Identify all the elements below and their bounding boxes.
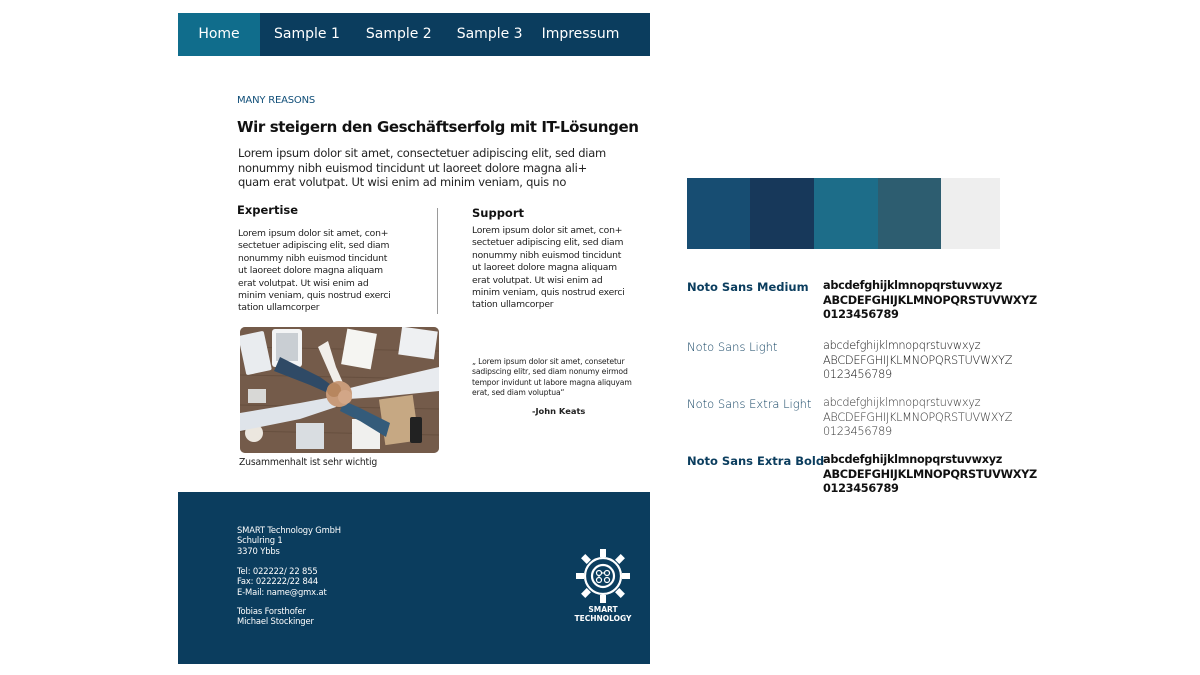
quote-line: tempor invidunt ut labore magna aliquyam xyxy=(472,377,632,387)
color-swatch xyxy=(814,178,878,249)
font-sample-medium xyxy=(823,279,1037,323)
quote-author: -John Keats xyxy=(532,406,586,416)
footer-person: Michael Stockinger xyxy=(237,616,314,627)
footer-company: SMART Technology GmbH xyxy=(237,525,341,535)
footer-contact xyxy=(237,566,327,597)
sample-digits: 0123456789 xyxy=(823,308,899,322)
font-sample-light xyxy=(823,339,1012,383)
eyebrow-text: MANY REASONS xyxy=(237,95,315,106)
intro-paragraph xyxy=(238,146,638,190)
quote-line: „ Lorem ipsum dolor sit amet, consetetur xyxy=(472,357,625,366)
teamwork-illustration xyxy=(240,327,439,453)
color-swatch xyxy=(687,178,750,249)
footer-people xyxy=(237,606,314,627)
logo-line: TECHNOLOGY xyxy=(574,613,632,623)
expertise-text xyxy=(238,228,406,315)
intro-line: nonummy nibh euismod tincidunt ut laoreet dolore magna ali+ xyxy=(238,160,587,175)
teamwork-photo xyxy=(240,327,439,453)
quote-line: erat, sed diam voluptua“ xyxy=(472,387,565,397)
expertise-line: Lorem ipsum dolor sit amet, con+ xyxy=(238,228,389,239)
sample-uppercase: ABCDEFGHIJKLMNOPQRSTUVWXYZ xyxy=(823,410,1013,424)
footer-city: 3370 Ybbs xyxy=(237,545,280,556)
sample-uppercase: ABCDEFGHIJKLMNOPQRSTUVWXYZ xyxy=(823,467,1037,481)
color-swatch xyxy=(878,178,941,249)
footer-tel: Tel: 022222/ 22 855 xyxy=(237,566,318,576)
expertise-line: ut laoreet dolore magna aliquam xyxy=(238,265,383,277)
support-line: nonummy nibh euismod tincidunt xyxy=(472,249,622,261)
sample-lowercase: abcdefghijklmnopqrstuvwxyz xyxy=(823,453,1003,466)
support-heading: Support xyxy=(472,206,525,220)
footer-address xyxy=(237,525,341,556)
nav-sample-2[interactable]: Sample 2 xyxy=(365,26,432,42)
footer-street: Schulring 1 xyxy=(237,535,283,546)
font-sample-extra-bold xyxy=(823,453,1037,497)
expertise-line: minim veniam, quis nostrud exerci xyxy=(238,290,391,302)
support-line: ut laoreet dolore magna aliquam xyxy=(472,262,617,274)
support-line: tation ullamcorper xyxy=(472,299,554,311)
sample-lowercase: abcdefghijklmnopqrstuvwxyz xyxy=(823,339,981,352)
sample-digits: 0123456789 xyxy=(823,482,899,496)
footer-fax: Fax: 022222/22 844 xyxy=(237,576,319,587)
quote-line: sadipscing elitr, sed diam nonumy eirmod xyxy=(472,367,628,377)
footer-person: Tobias Forsthofer xyxy=(237,606,306,616)
page-headline: Wir steigern den Geschäftserfolg mit IT-Lösungen xyxy=(237,118,639,136)
sample-digits: 0123456789 xyxy=(823,425,892,439)
color-swatch xyxy=(750,178,814,249)
nav-sample-1[interactable]: Sample 1 xyxy=(274,26,340,42)
sample-digits: 0123456789 xyxy=(823,368,892,382)
font-name-medium: Noto Sans Medium xyxy=(687,280,809,294)
nav-home[interactable]: Home xyxy=(178,13,260,56)
expertise-line: nonummy nibh euismod tincidunt xyxy=(238,252,388,264)
font-name-light: Noto Sans Light xyxy=(687,340,778,354)
quote-block xyxy=(472,357,642,398)
font-sample-extra-light xyxy=(823,396,1012,440)
sample-uppercase: ABCDEFGHIJKLMNOPQRSTUVWXYZ xyxy=(823,293,1037,307)
nav-sample-3[interactable]: Sample 3 xyxy=(456,26,523,42)
logo-line: SMART xyxy=(588,605,618,614)
sample-uppercase: ABCDEFGHIJKLMNOPQRSTUVWXYZ xyxy=(823,353,1013,367)
intro-line: Lorem ipsum dolor sit amet, consectetuer adipiscing elit, sed diam xyxy=(238,146,606,160)
footer-email[interactable]: E-Mail: name@gmx.at xyxy=(237,586,327,597)
photo-caption: Zusammenhalt ist sehr wichtig xyxy=(239,457,378,468)
support-line: erat volutpat. Ut wisi enim ad xyxy=(472,274,603,286)
expertise-line: tation ullamcorper xyxy=(238,302,320,314)
support-line: Lorem ipsum dolor sit amet, con+ xyxy=(472,225,623,236)
column-divider xyxy=(437,208,438,314)
expertise-heading: Expertise xyxy=(237,203,299,217)
font-name-extra-light: Noto Sans Extra Light xyxy=(687,397,812,411)
expertise-line: erat volutpat. Ut wisi enim ad xyxy=(238,277,369,289)
color-swatch xyxy=(941,178,1000,249)
sample-lowercase: abcdefghijklmnopqrstuvwxyz xyxy=(823,279,1003,292)
sample-lowercase: abcdefghijklmnopqrstuvwxyz xyxy=(823,396,981,409)
main-nav xyxy=(178,13,650,56)
expertise-line: sectetuer adipiscing elit, sed diam xyxy=(238,240,390,252)
support-line: minim veniam, quis nostrud exerci xyxy=(472,287,625,299)
logo-wordmark xyxy=(568,606,638,623)
nav-impressum[interactable]: Impressum xyxy=(541,26,620,42)
font-name-extra-bold: Noto Sans Extra Bold xyxy=(687,454,825,468)
intro-line: quam erat volutpat. Ut wisi enim ad minim veniam, quis no xyxy=(238,175,567,190)
support-line: sectetuer adipiscing elit, sed diam xyxy=(472,237,624,249)
support-text xyxy=(472,225,640,312)
